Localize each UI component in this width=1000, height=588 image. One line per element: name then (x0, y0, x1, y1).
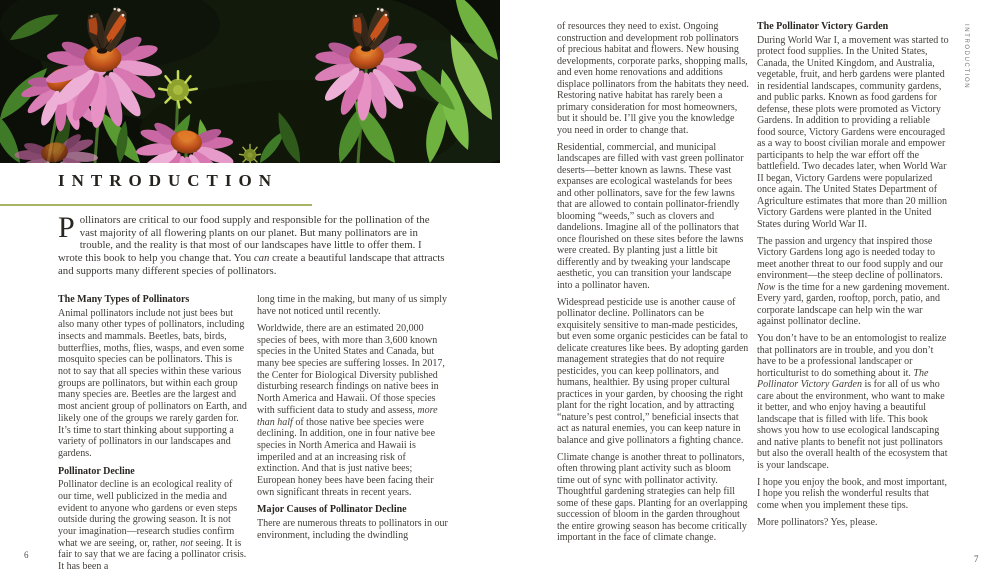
left-page-column-1 (58, 294, 247, 578)
page-number-right: 7 (974, 554, 979, 564)
body-paragraph: More pollinators? Yes, please. (757, 516, 878, 528)
body-paragraph: Worldwide, there are an estimated 20,000 species of bees, with more than 3,600 known species in the United States and Canada, but many bee species are suffering losses. In 2017, the Center for Biological Diversity published disturbing research findings on native bees in North America and Hawaii. Of those species with sufficient data to study and assess, more than half of those native bee species were declining. In addition, one in four native bee species in North America and Hawaii is imperiled and at an increasing risk of extinction. And that is just native bees; European honey bees have been facing their own significant threats in recent years. (257, 322, 445, 498)
body-paragraph: Residential, commercial, and municipal landscapes are filled with vast green pollinator deserts—better known as lawns. These vast expanses are ecological wastelands for bees and other pollinators, save for the few lawns that are allowed to contain pollinator-friendly blooming “weeds,” such as clovers and dandelions. Imagine all of the pollinators that once flourished on these sites before the lawns were created. By planting just a little bit differently and by tweaking your landscape aesthetic, you can transition your landscape into a pollinator haven. (557, 141, 744, 291)
section-heading: Major Causes of Pollinator Decline (257, 504, 407, 516)
butterflies-coneflowers-image (0, 0, 500, 163)
section-heading: The Pollinator Victory Garden (757, 21, 889, 32)
pollinator-photo (0, 0, 500, 163)
page-number-left: 6 (24, 550, 29, 560)
body-paragraph: There are numerous threats to pollinators in our environment, including the dwindling (257, 517, 448, 541)
drop-cap: P (58, 211, 75, 244)
left-page-column-2 (257, 294, 448, 547)
body-paragraph: During World War I, a movement was started to protect food supplies. In the United States, Canada, the United Kingdom, and Australia, vegetable, fruit, and herb gardens were planted in residential landscapes, community gardens, and public parks. Known as food gardens for defense, these plots were promoted as Victory Gardens. In addition to providing a reliable food source, Victory Gardens were encouraged as a way to boost civilian morale and empower participants to help the war effort off the battlefield. Two decades later, when World War II began, Victory Gardens were popularized once again. The United States Department of Agriculture estimates that more than 20 million Victory Gardens were planted in the United States during World War II. (757, 34, 949, 230)
title-rule (0, 204, 312, 206)
body-paragraph: You don’t have to be an entomologist to realize that pollinators are in trouble, and you don’t have to be a professional landscaper or horticulturist to do something about it. The Pollinator Victory Garden is for all of us who care about the environment, who want to make it better, and who enjoy having a beautiful landscape that is filled with life. This book shows you how to use ecological landscaping and native plants to benefit not just pollinators but also the overall health of the ecosystem that is your landscape. (757, 333, 948, 471)
body-paragraph: Widespread pesticide use is another cause of pollinator decline. Pollinators can be exquisitely sensitive to man-made pesticides, but even some organic pesticides can be fatal to delicate creatures like bees. By adopting garden management strategies that do not require pesticides, you can keep pollinators, and humans, healthier. By using proper cultural practices in your garden, by choosing the right plant for the right location, and by attracting “nature’s pest control,” beneficial insects that act as natural enemies, you can keep nature in balance and give pollinators a fighting chance. (557, 296, 749, 446)
body-paragraph: Climate change is another threat to pollinators, often throwing plant activity such as bloom time out of sync with pollinator activity. Thoughtful gardening strategies can help fill some of these gaps. Planting for an overlapping succession of bloom in the garden throughout the entire growing season has become critically important in the face of climate change. (557, 451, 748, 543)
body-paragraph: Pollinator decline is an ecological reality of our time, well publicized in the media and evident to anyone who gardens or even steps outside during the growing season. It is not your imagination—research studies confirm what we are seeing, or, rather, not seeing. It is fair to say that we are facing a pollinator crisis. It has been a (58, 479, 247, 573)
intro-text: ollinators are critical to our food supply and responsible for the pollination of the vast majority of all flowering plants on our planet. But many pollinators are in trouble, and the reality is that most of our landscapes have little to offer them. I wrote this book to help you change that. You can create a beautiful landscape that attracts and supports many different species of pollinators. (58, 214, 445, 277)
section-heading: The Many Types of Pollinators (58, 294, 190, 305)
body-paragraph: I hope you enjoy the book, and most important, I hope you relish the wonderful results that come when you implement these tips. (757, 476, 947, 511)
right-page-column-2 (757, 21, 950, 534)
chapter-edge-label: INTRODUCTION (963, 24, 969, 90)
chapter-title: INTRODUCTION (58, 171, 279, 190)
body-paragraph: Animal pollinators include not just bees but also many other types of pollinators, including insects and mammals. Beetles, bats, birds, butterflies, moths, flies, wasps, and even some mosquito species can be pollinators. This is not to say that all species within these various groups are pollinators, but within each group many species are. Beetles are the largest and most ancient group of pollinators on Earth, and likely one of the groups we rarely garden for. It’s time to start thinking about supporting a variety of pollinators in our landscapes and gardens. (58, 307, 247, 459)
intro-paragraph (58, 211, 448, 278)
body-paragraph: of resources they need to exist. Ongoing construction and development rob pollinators of precious habitat and flowers. New housing developments, corporate parks, shopping malls, and even home renovations and additions displace pollinators from the habitats they need. Restoring native habitat has rarely been a primary consideration for most homeowners, but it should be. I’ll give you the knowledge you need in order to change that. (557, 21, 749, 136)
body-paragraph: long time in the making, but many of us simply have not noticed until recently. (257, 294, 447, 317)
right-page-column-1 (557, 21, 749, 549)
section-heading: Pollinator Decline (58, 465, 135, 477)
body-paragraph: The passion and urgency that inspired those Victory Gardens long ago is needed today to meet another threat to our food supply and our environment—the steep decline of pollinators. Now is the time for a new gardening movement. Every yard, garden, rooftop, porch, patio, and corporate landscape can help win the war against pollinator decline. (757, 235, 950, 327)
